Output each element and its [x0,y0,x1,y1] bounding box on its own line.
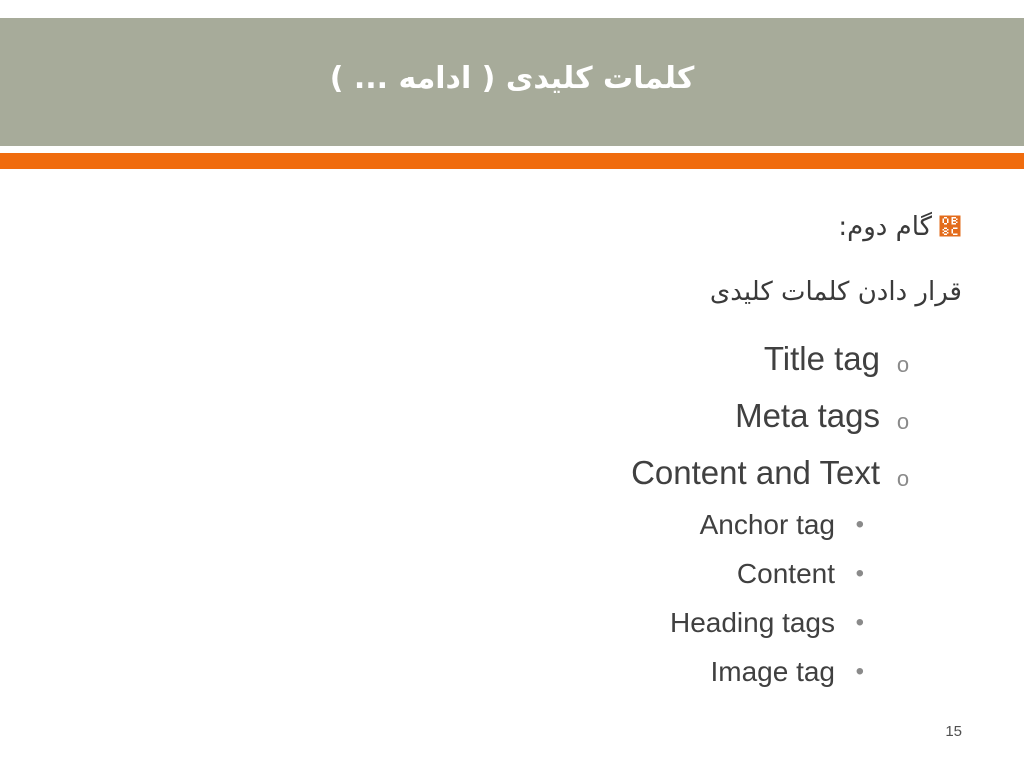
list-item: Heading tags [669,607,835,638]
list-item: Image tag [710,656,835,687]
dot-bullet-icon: • [855,658,864,685]
decorative-bullet-icon: ஌ [938,213,962,241]
slide-title: کلمات کلیدی ( ادامه ... ) [329,60,695,96]
list-item: Title tag [763,340,880,377]
title-band [0,18,1024,146]
subheading: قرار دادن کلمات کلیدی [709,277,962,307]
dot-bullet-icon: • [855,511,864,538]
step-label: گام دوم: [838,212,932,242]
list-item: Content [736,558,835,589]
circle-bullet-icon: o [896,352,910,377]
list-item: Meta tags [735,397,880,434]
list-item: Anchor tag [699,509,835,540]
step-heading [838,212,962,242]
dot-bullet-icon: • [855,560,864,587]
circle-bullet-icon: o [896,466,910,491]
accent-bar [0,153,1024,169]
circle-bullet-icon: o [896,409,910,434]
dot-bullet-icon: • [855,609,864,636]
page-number: 15 [945,723,962,740]
list-item: Content and Text [631,454,880,491]
